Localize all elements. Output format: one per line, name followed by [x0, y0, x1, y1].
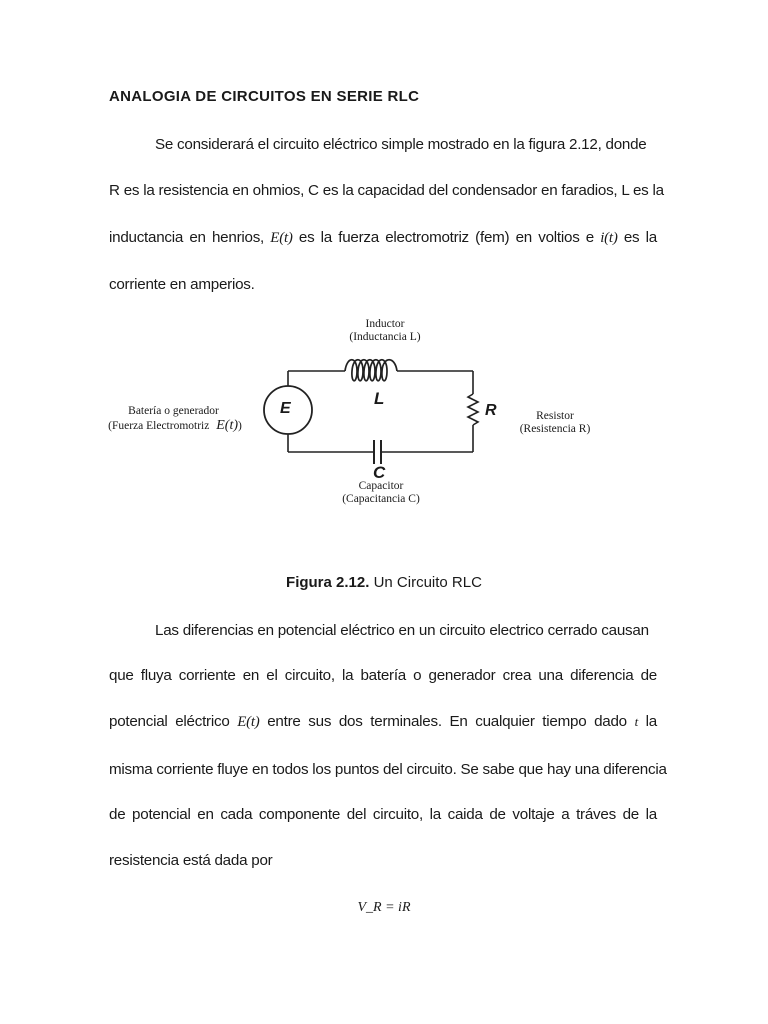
intro-line-3-c: es la: [623, 229, 657, 246]
intro-line-4: corriente en amperios.: [109, 276, 255, 293]
body-line-4: misma corriente fluye en todos los puntos del circuito. Se sabe que hay una diferencia: [109, 761, 667, 778]
intro-line-3: [109, 229, 657, 247]
body-line-3-a: potencial eléctrico: [109, 713, 230, 730]
battery-label-close: ): [238, 420, 242, 432]
body-line-3-c: la: [645, 713, 657, 730]
body-line-3-b: entre sus dos terminales. En cualquier tiempo dado: [267, 713, 627, 730]
body-line-2: que fluya corriente en el circuito, la batería o generador crea una diferencia de: [109, 667, 657, 684]
inductor-symbol: L: [374, 389, 385, 408]
capacitor-label-line-1: Capacitor: [358, 480, 404, 492]
capacitor-label-line-2: (Capacitancia C): [342, 493, 420, 505]
inductor-label: [335, 318, 435, 343]
intro-line-2: R es la resistencia en ohmios, C es la capacidad del condensador en faradios, L es la: [109, 182, 664, 199]
intro-line-3-a: inductancia en henrios,: [109, 229, 265, 246]
body-line-6: resistencia está dada por: [109, 852, 273, 869]
battery-symbol: E: [280, 400, 291, 417]
battery-label-emf: E(t): [216, 418, 238, 433]
body-line-3: [109, 713, 657, 731]
body-line-1: Las diferencias en potencial eléctrico en un circuito electrico cerrado causan: [155, 622, 649, 639]
battery-label: [95, 405, 255, 434]
caption-number: Figura 2.12.: [286, 574, 370, 591]
resistor-label-line-2: (Resistencia R): [519, 423, 591, 435]
resistor-label: [513, 410, 597, 435]
resistor-zigzag: [468, 394, 478, 425]
inductor-label-line-1: Inductor: [365, 318, 405, 330]
figure-caption: [0, 574, 768, 591]
capacitor-symbol: C: [373, 463, 386, 482]
capacitor-label: [331, 480, 431, 505]
voltage-equation: [0, 900, 768, 916]
intro-line-3-b: es la fuerza electromotriz (fem) en voltios e: [298, 229, 594, 246]
inductor-coil: [345, 360, 397, 381]
rlc-circuit-figure: [95, 316, 615, 516]
voltage-equation-text: V_R = iR: [357, 900, 411, 915]
battery-label-line-2: [95, 418, 255, 434]
current-symbol: i(t): [600, 230, 618, 246]
battery-label-line-1: Batería o generador: [128, 405, 219, 417]
caption-text: Un Circuito RLC: [373, 574, 482, 591]
body-line-5: de potencial en cada componente del circuito, la caida de voltaje a tráves de la: [109, 806, 657, 823]
intro-line-1: Se considerará el circuito eléctrico simple mostrado en la figura 2.12, donde: [155, 136, 647, 153]
battery-label-text: (Fuerza Electromotriz: [108, 420, 210, 432]
resistor-symbol: R: [485, 402, 497, 419]
emf-symbol-2: E(t): [237, 714, 260, 730]
section-title: ANALOGIA DE CIRCUITOS EN SERIE RLC: [109, 88, 420, 105]
time-symbol: t: [634, 714, 638, 729]
resistor-label-line-1: Resistor: [536, 410, 574, 422]
inductor-label-line-2: (Inductancia L): [349, 331, 421, 343]
emf-symbol: E(t): [270, 230, 293, 246]
